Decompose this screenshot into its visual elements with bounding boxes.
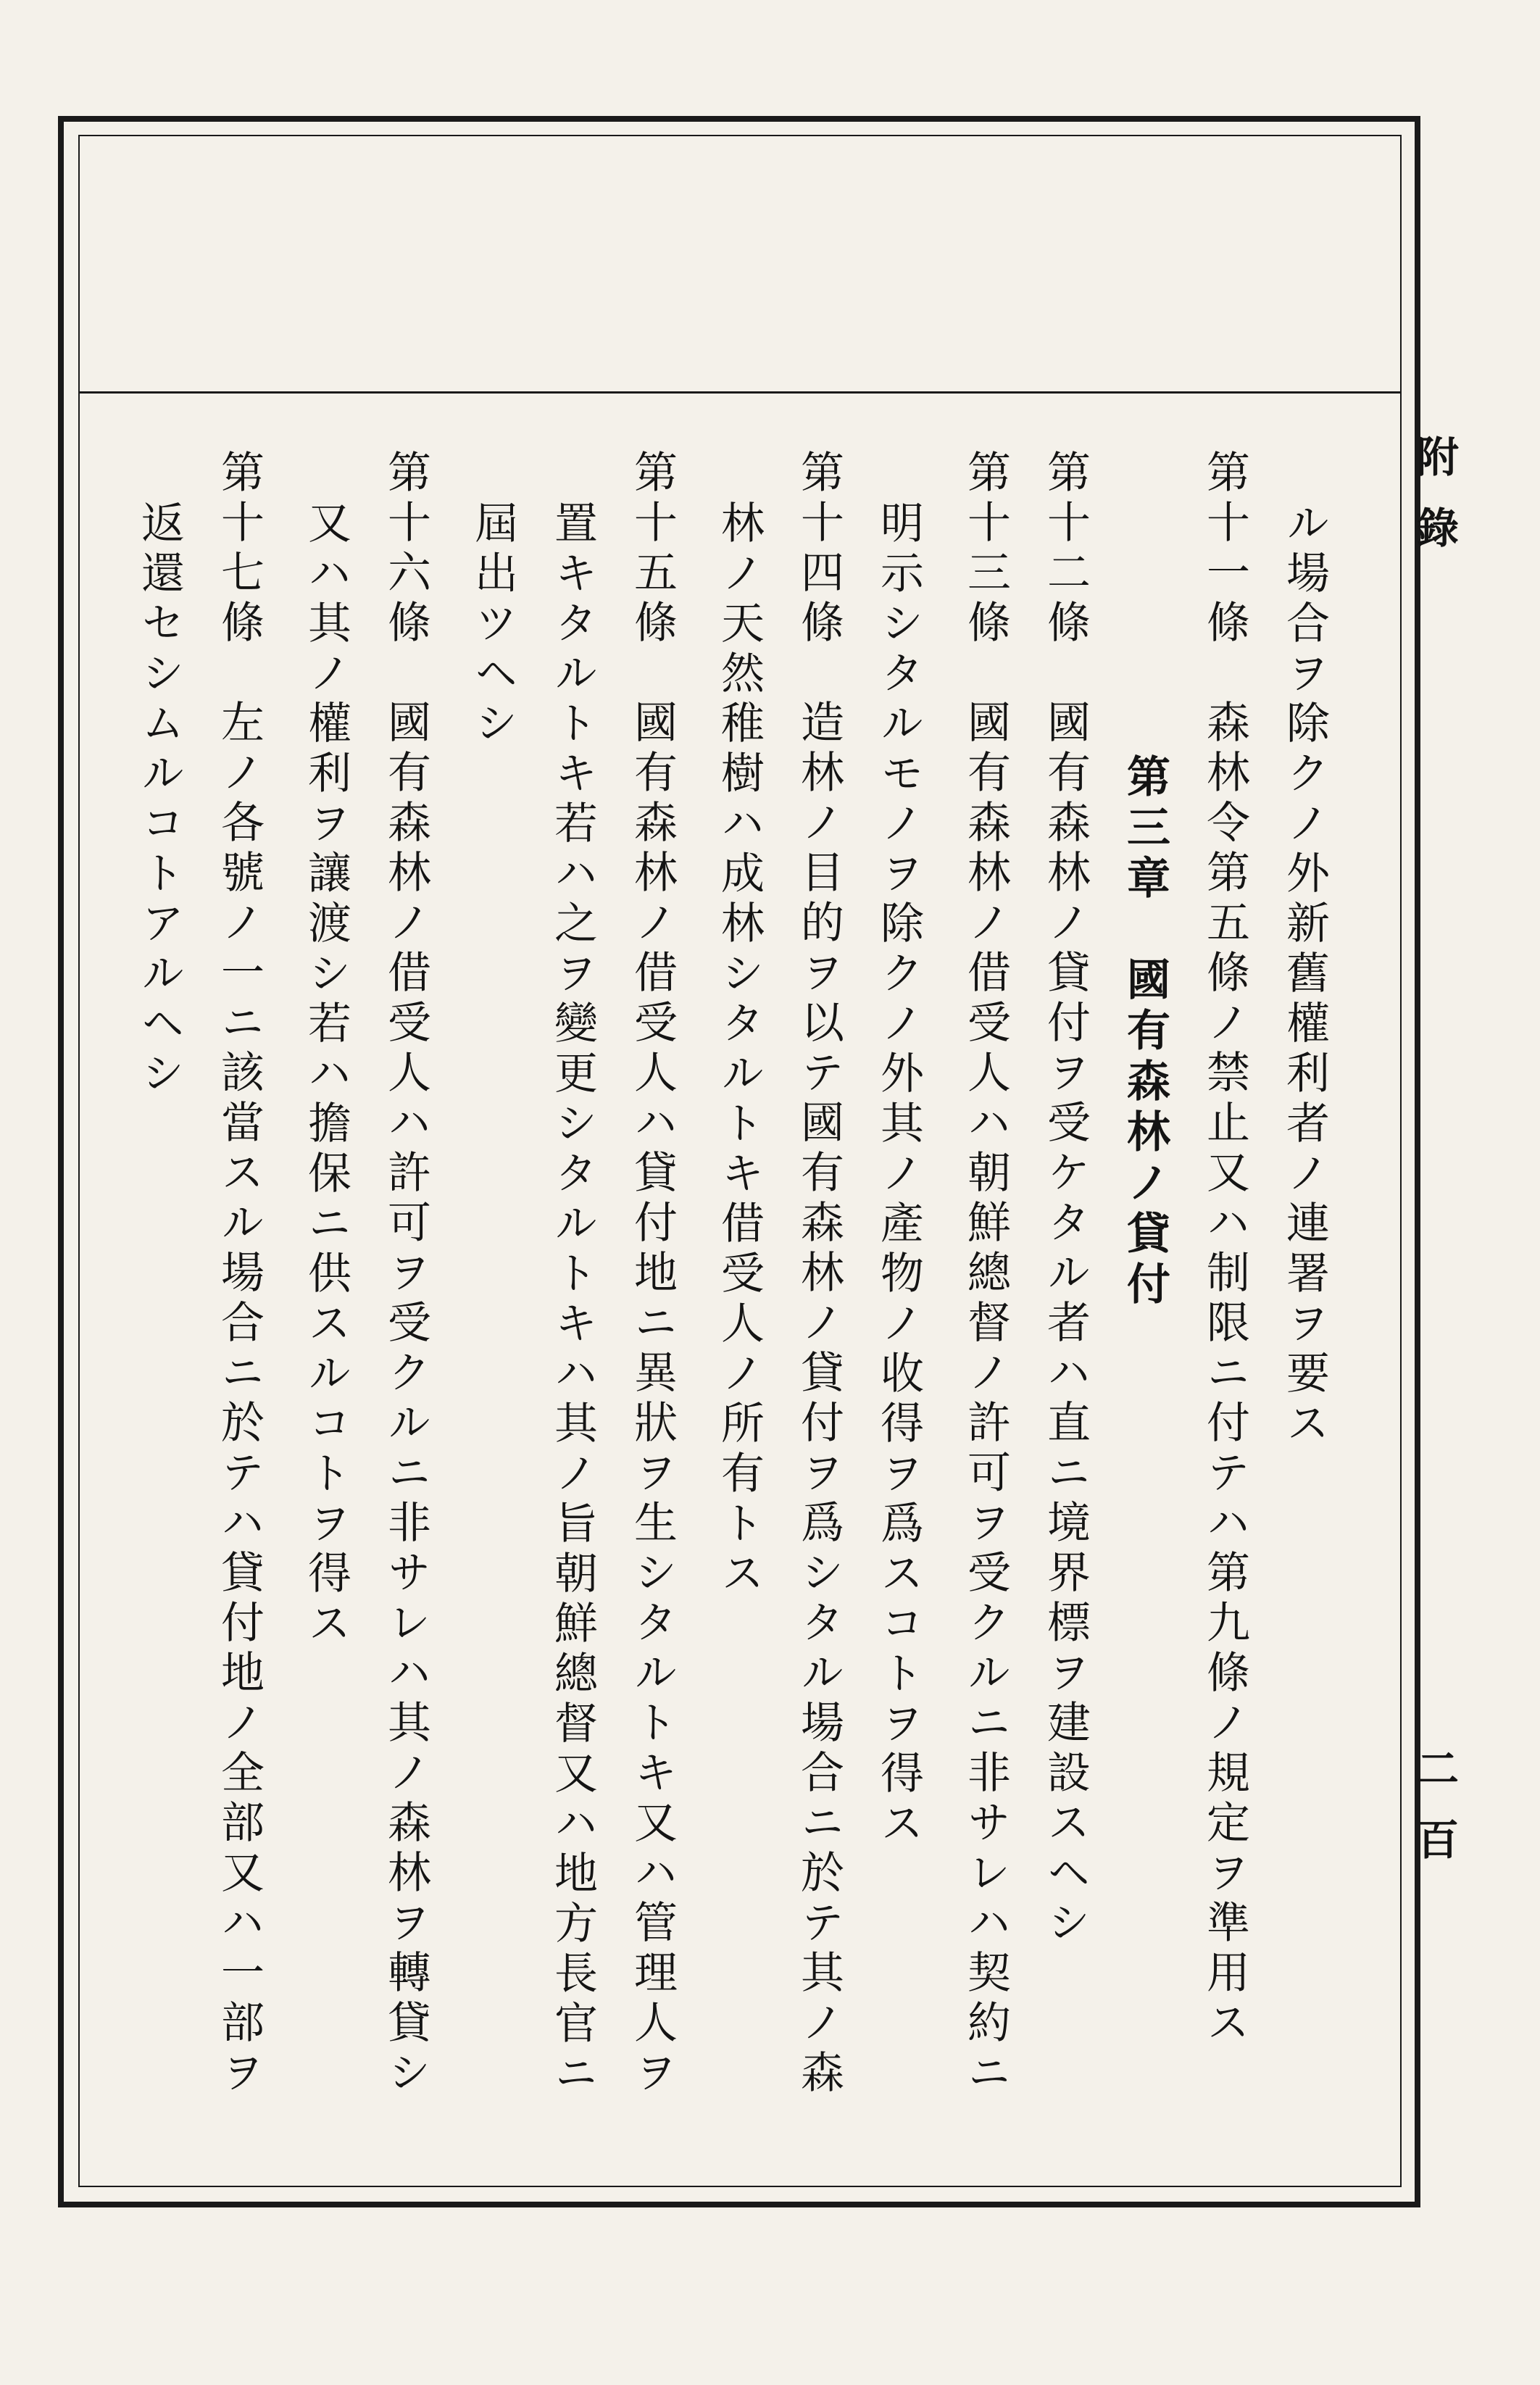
text-column: 置キタルトキ若ハ之ヲ變更シタルトキハ其ノ旨朝鮮總督又ハ地方長官ニ	[547, 500, 598, 2100]
text-column: 返還セシムルコトアルヘシ	[134, 500, 185, 1100]
section-title: 附錄	[1410, 435, 1459, 577]
article-13: 第十三條 國有森林ノ借受人ハ朝鮮總督ノ許可ヲ受クルニ非サレハ契約ニ	[960, 449, 1011, 2099]
header-rule	[78, 391, 1402, 394]
text-column: 屆出ツヘシ	[467, 500, 518, 750]
page-number: 二百	[1410, 1747, 1459, 1889]
text-column: 明示シタルモノヲ除クノ外其ノ產物ノ收得ヲ爲スコトヲ得ス	[873, 500, 924, 1850]
text-column: 林ノ天然稚樹ハ成林シタルトキ借受人ノ所有トス	[714, 500, 765, 1600]
article-17: 第十七條 左ノ各號ノ一ニ該當スル場合ニ於テハ貸付地ノ全部又ハ一部ヲ	[214, 449, 265, 2099]
article-16: 第十六條 國有森林ノ借受人ハ許可ヲ受クルニ非サレハ其ノ森林ヲ轉貸シ	[380, 449, 431, 2099]
text-column: 又ハ其ノ權利ヲ讓渡シ若ハ擔保ニ供スルコトヲ得ス	[301, 500, 351, 1650]
article-15: 第十五條 國有森林ノ借受人ハ貸付地ニ異狀ヲ生シタルトキ又ハ管理人ヲ	[627, 449, 678, 2099]
article-11: 第十一條 森林令第五條ノ禁止又ハ制限ニ付テハ第九條ノ規定ヲ準用ス	[1199, 449, 1250, 2049]
article-14: 第十四條 造林ノ目的ヲ以テ國有森林ノ貸付ヲ爲シタル場合ニ於テ其ノ森	[794, 449, 844, 2099]
article-12: 第十二條 國有森林ノ貸付ヲ受ケタル者ハ直ニ境界標ヲ建設スヘシ	[1040, 449, 1091, 1949]
chapter-heading: 第三章 國有森林ノ貸付	[1120, 754, 1170, 1312]
text-column: ル場合ヲ除クノ外新舊權利者ノ連署ヲ要ス	[1279, 500, 1330, 1450]
